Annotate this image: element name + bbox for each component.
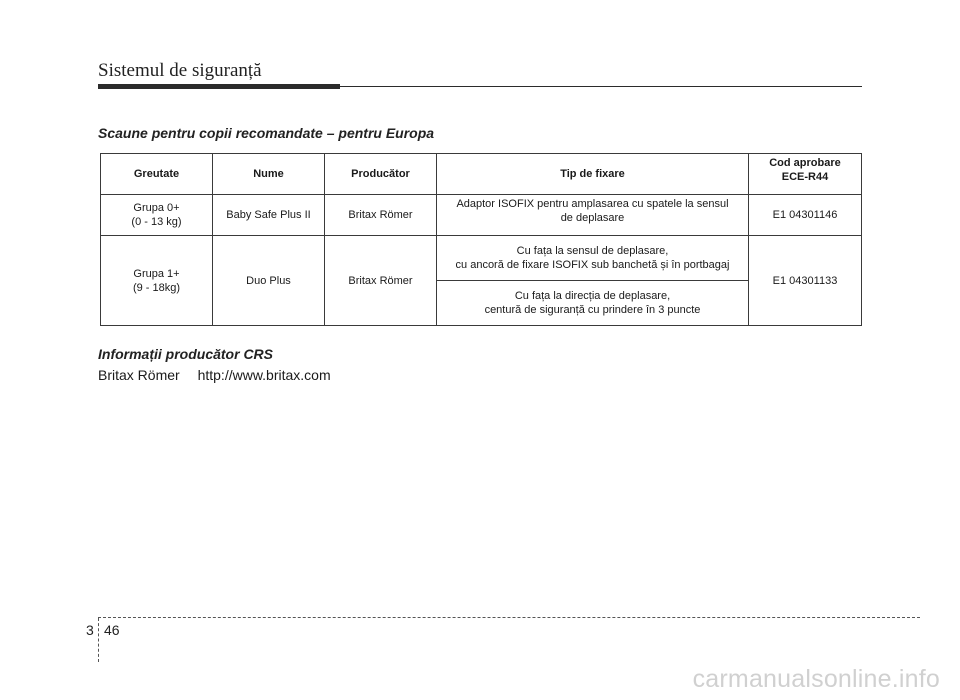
- col-header-greutate: Greutate: [101, 154, 213, 195]
- cell-producator: Britax Römer: [325, 195, 437, 236]
- page-number: 46: [104, 622, 120, 638]
- table-row: [101, 236, 862, 281]
- cell-tip-fixare: Adaptor ISOFIX pentru amplasarea cu spatele la sensul de deplasare: [437, 195, 749, 236]
- manufacturer-line: [98, 367, 331, 383]
- col-header-tip-fixare: Tip de fixare: [437, 154, 749, 195]
- col-header-producator: Producător: [325, 154, 437, 195]
- chapter-number: 3: [86, 622, 94, 638]
- watermark: carmanualsonline.info: [692, 665, 940, 693]
- manufacturer-name: Britax Römer: [98, 367, 180, 383]
- cell-cod-aprobare: E1 04301146: [749, 195, 862, 236]
- table-row: [101, 195, 862, 236]
- cell-greutate: Grupa 1+ (9 - 18kg): [101, 236, 213, 326]
- footer-vertical-divider: [98, 618, 99, 662]
- section-title-recommended-seats: Scaune pentru copii recomandate – pentru Europa: [98, 125, 435, 141]
- cell-cod-aprobare: E1 04301133: [749, 236, 862, 326]
- page-header-title: Sistemul de siguranță: [98, 60, 262, 81]
- cell-nume: Duo Plus: [213, 236, 325, 326]
- cell-producator: Britax Römer: [325, 236, 437, 326]
- header-rule: [98, 86, 862, 87]
- col-header-nume: Nume: [213, 154, 325, 195]
- section-title-manufacturer-info: Informații producător CRS: [98, 346, 274, 362]
- col-header-cod-aprobare: Cod aprobare ECE-R44: [749, 154, 862, 195]
- cell-nume: Baby Safe Plus II: [213, 195, 325, 236]
- table-header-row: [101, 154, 862, 195]
- footer-divider: [98, 617, 920, 618]
- cell-greutate: Grupa 0+ (0 - 13 kg): [101, 195, 213, 236]
- child-seat-table: [100, 153, 862, 326]
- cell-tip-fixare: Cu fața la sensul de deplasare, cu ancoră de fixare ISOFIX sub banchetă și în portbagaj: [437, 236, 749, 281]
- manufacturer-url[interactable]: http://www.britax.com: [197, 367, 331, 383]
- cell-tip-fixare: Cu fața la direcția de deplasare, centură de siguranță cu prindere în 3 puncte: [437, 281, 749, 326]
